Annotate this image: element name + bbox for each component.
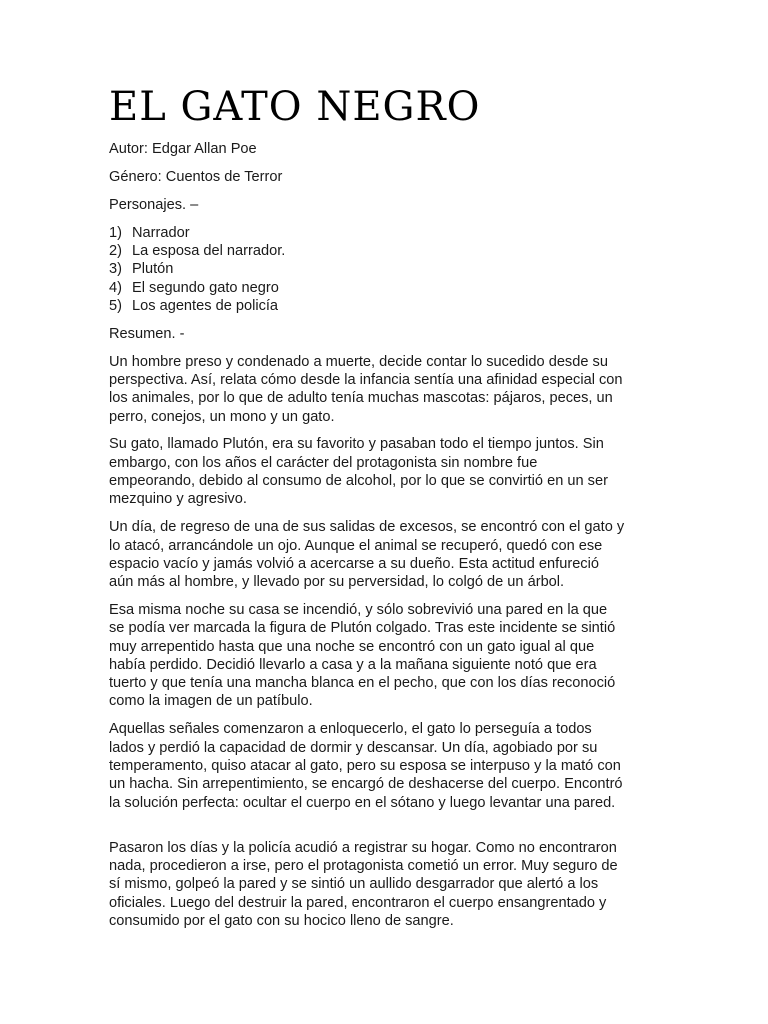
author-line: Autor: Edgar Allan Poe bbox=[109, 141, 257, 157]
summary-paragraph-5 bbox=[109, 720, 659, 811]
paragraph-line: los animales, por lo que de adulto tenía muchas mascotas: pájaros, peces, un bbox=[109, 390, 613, 407]
paragraph-line: empeorando, debido al consumo de alcohol, por lo que se convirtió en un ser bbox=[109, 473, 608, 490]
paragraph-line: se podía ver marcada la figura de Plutón colgado. Tras este incidente se sintió bbox=[109, 620, 616, 637]
paragraph-line: perspectiva. Así, relata cómo desde la infancia sentía una afinidad especial con bbox=[109, 371, 623, 388]
paragraph-line: Un día, de regreso de una de sus salidas de excesos, se encontró con el gato y bbox=[109, 519, 625, 536]
paragraph-line: consumido por el gato con su hocico lleno de sangre. bbox=[109, 913, 454, 930]
list-item-number: 1) bbox=[109, 224, 122, 241]
paragraph-line: había perdido. Decidió llevarlo a casa y a la mañana siguiente notó que era bbox=[109, 656, 597, 673]
list-item bbox=[109, 297, 659, 315]
paragraph-line: lados y perdió la capacidad de dormir y descansar. Un día, agobiado por su bbox=[109, 739, 598, 756]
paragraph-line: lo atacó, arrancándole un ojo. Aunque el animal se recuperó, quedó con ese bbox=[109, 537, 603, 554]
list-item-text: Los agentes de policía bbox=[132, 297, 279, 314]
characters-list bbox=[109, 224, 659, 315]
list-item-text: Narrador bbox=[132, 224, 190, 241]
paragraph-line: un hacha. Sin arrepentimiento, se encargó de deshacerse del cuerpo. Encontró bbox=[109, 776, 623, 793]
list-item bbox=[109, 224, 659, 242]
paragraph-line: oficiales. Luego del destruir la pared, encontraron el cuerpo ensangrentado y bbox=[109, 894, 607, 911]
paragraph-line: muy arrepentido hasta que una noche se encontró con un gato igual al que bbox=[109, 638, 595, 655]
paragraph-line: mezquino y agresivo. bbox=[109, 491, 247, 508]
list-item-number: 5) bbox=[109, 297, 122, 314]
paragraph-line: sí mismo, golpeó la pared y se sintió un aullido desgarrador que alertó a los bbox=[109, 876, 599, 893]
list-item-number: 4) bbox=[109, 279, 122, 296]
list-item bbox=[109, 260, 659, 278]
paragraph-line: espacio vacío y jamás volvió a acercarse a su dueño. Esta actitud enfureció bbox=[109, 555, 599, 572]
paragraph-line: Un hombre preso y condenado a muerte, decide contar lo sucedido desde su bbox=[109, 353, 608, 370]
summary-paragraph-4 bbox=[109, 601, 659, 711]
paragraph-line: Su gato, llamado Plutón, era su favorito y pasaban todo el tiempo juntos. Sin bbox=[109, 436, 604, 453]
paragraph-line: embargo, con los años el carácter del protagonista sin nombre fue bbox=[109, 454, 538, 471]
list-item-text: La esposa del narrador. bbox=[132, 242, 286, 259]
paragraph-line: temperamento, quiso atacar al gato, pero su esposa se interpuso y la mató con bbox=[109, 757, 621, 774]
list-item bbox=[109, 242, 659, 260]
document-page bbox=[109, 84, 659, 940]
paragraph-line: nada, procedieron a irse, pero el protagonista cometió un error. Muy seguro de bbox=[109, 858, 618, 875]
list-item-text: El segundo gato negro bbox=[132, 279, 279, 296]
summary-heading: Resumen. - bbox=[109, 325, 185, 342]
list-item-number: 3) bbox=[109, 261, 122, 278]
paragraph-line: perro, conejos, un mono y un gato. bbox=[109, 408, 335, 425]
list-item-number: 2) bbox=[109, 242, 122, 259]
characters-heading: Personajes. – bbox=[109, 196, 199, 213]
list-item-text: Plutón bbox=[132, 261, 174, 278]
paragraph-line: Esa misma noche su casa se incendió, y sólo sobrevivió una pared en la que bbox=[109, 601, 608, 618]
paragraph-line: Aquellas señales comenzaron a enloquecerlo, el gato lo perseguía a todos bbox=[109, 721, 592, 738]
document-title: EL GATO NEGRO bbox=[109, 84, 481, 130]
paragraph-line: como la imagen de un patíbulo. bbox=[109, 693, 313, 710]
paragraph-line: aún más al hombre, y llevado por su perversidad, lo colgó de un árbol. bbox=[109, 574, 565, 591]
paragraph-line: tuerto y que tenía una mancha blanca en el pecho, que con los días reconoció bbox=[109, 675, 616, 692]
paragraph-line: Pasaron los días y la policía acudió a registrar su hogar. Como no encontraron bbox=[109, 839, 617, 856]
summary-paragraph-6 bbox=[109, 839, 659, 930]
genre-line: Género: Cuentos de Terror bbox=[109, 168, 283, 185]
summary-paragraph-3 bbox=[109, 518, 659, 591]
summary-paragraph-2 bbox=[109, 435, 659, 508]
list-item bbox=[109, 279, 659, 297]
summary-paragraph-1 bbox=[109, 353, 659, 426]
paragraph-line: la solución perfecta: ocultar el cuerpo en el sótano y luego levantar una pared. bbox=[109, 794, 616, 811]
